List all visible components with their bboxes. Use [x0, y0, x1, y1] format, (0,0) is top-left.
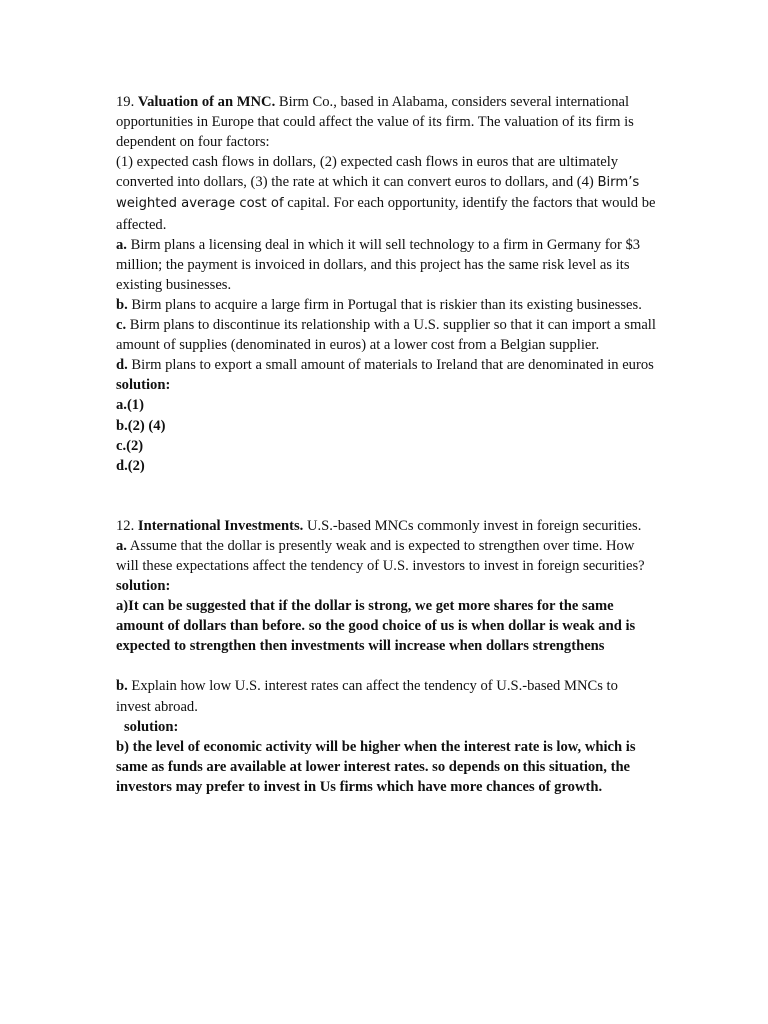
q19-item-a-label: a.: [116, 236, 127, 253]
q19-title: Valuation of an MNC.: [137, 94, 276, 110]
q12-part-b: [116, 676, 656, 716]
q19-number: 19.: [116, 94, 135, 110]
q19-factors-post: capital. For each opportunity, identify the factors that would be affected.: [116, 195, 656, 233]
q12-part-a-label: a.: [116, 537, 127, 554]
q12-part-b-text: Explain how low U.S. interest rates can affect the tendency of U.S.-based MNCs to invest abroad.: [116, 678, 618, 715]
document-page: [116, 92, 656, 797]
q19-item-c-text: Birm plans to discontinue its relationship with a U.S. supplier so that it can import a small amount of supplies (denominated in euros) at a lower cost from a Belgian supplier.: [116, 317, 656, 354]
q19-item-a-text: Birm plans a licensing deal in which it will sell technology to a firm in Germany for $3 million; the payment is invoiced in dollars, and this project has the same risk level as its existing businesses.: [116, 236, 641, 293]
q19-answer-a: a.(1): [116, 397, 144, 414]
q19-item-a: [116, 235, 656, 295]
q19-item-c: [116, 315, 656, 355]
q19-solution-label: solution:: [116, 377, 171, 394]
q19-item-d-text: Birm plans to export a small amount of materials to Ireland that are denominated in euros: [131, 357, 654, 374]
q19-item-b: [116, 295, 656, 315]
part-spacer: [116, 656, 656, 676]
q19-answer-d: d.(2): [116, 457, 145, 474]
q19-item-c-label: c.: [116, 317, 127, 334]
q12-part-a-answer: a)It can be suggested that if the dollar is strong, we get more shares for the same amount of dollars than before. so the good choice of us is when dollar is weak and is expected to strengthen then investments will increase when dollars strengthens: [116, 598, 636, 655]
q12-heading-paragraph: [116, 516, 656, 536]
q12-part-a-solution-label: solution:: [116, 578, 171, 595]
q12-title: International Investments.: [137, 517, 304, 534]
q19-item-d-label: d.: [116, 357, 128, 374]
q19-intro: Birm Co., based in Alabama, considers several international opportunities in Europe that could affect the value of its firm. The valuation of its firm is dependent on four factors:: [116, 94, 634, 151]
q19-factors: [116, 152, 656, 234]
q19-heading-paragraph: [116, 92, 656, 152]
section-spacer: [116, 476, 656, 516]
q12-part-b-answer: b) the level of economic activity will be higher when the interest rate is low, which is same as funds are available at lower interest rates. so depends on this situation, the investors may prefer to invest in Us firms which have more chances of growth.: [116, 738, 636, 795]
q12-part-b-solution-label: solution:: [124, 718, 179, 735]
q19-answer-b: b.(2) (4): [116, 417, 166, 434]
q19-factors-pre: (1) expected cash flows in dollars, (2) expected cash flows in euros that are ultimately converted into dollars, (3) the rate at which it can convert euros to dollars, and (4): [116, 154, 619, 191]
q19-item-d: [116, 355, 656, 375]
q12-number: 12.: [116, 517, 135, 534]
q19-item-b-text: Birm plans to acquire a large firm in Portugal that is riskier than its existing businesses.: [131, 296, 642, 313]
q12-part-a: [116, 536, 656, 576]
q19-factors-sans: Birm’s weighted average cost of: [116, 175, 640, 212]
q19-item-b-label: b.: [116, 296, 128, 313]
q12-part-b-label: b.: [116, 678, 128, 695]
q19-answer-c: c.(2): [116, 437, 144, 454]
q12-part-a-text: Assume that the dollar is presently weak and is expected to strengthen over time. How will these expectations affect the tendency of U.S. investors to invest in foreign securities?: [116, 537, 645, 574]
q12-intro: U.S.-based MNCs commonly invest in foreign securities.: [306, 517, 642, 534]
